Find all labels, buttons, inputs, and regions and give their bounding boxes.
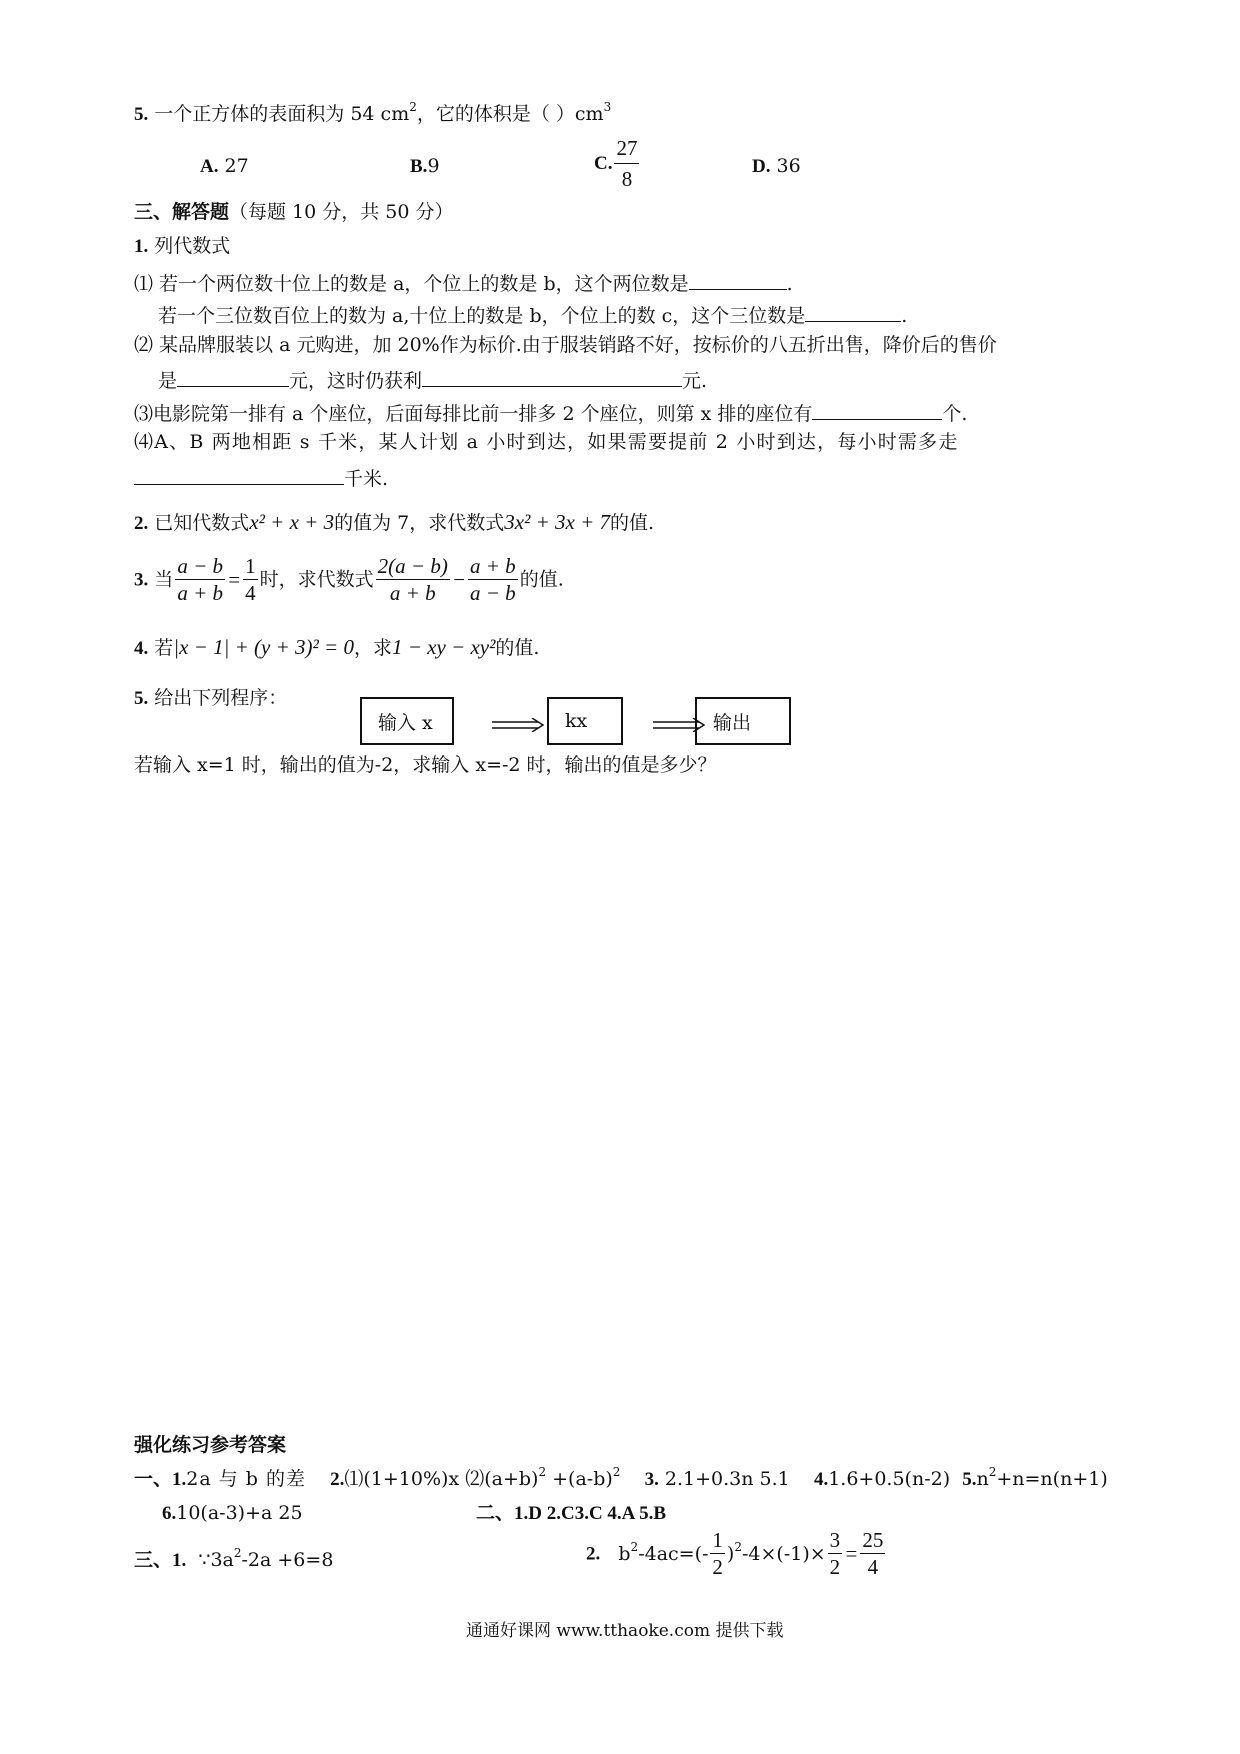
fraction: $\frac{2(a - b)}{a + b}$ <box>377 554 448 605</box>
answers-section-2: 二、1.D 2.C3.C 4.A 5.B <box>476 1503 667 1524</box>
q1-part4a: ⑷A、B 两地相距 s 千米，某人计划 a 小时到达，如果需要提前 2 小时到达，每小时需多走 <box>134 431 959 453</box>
q1-part2a: ⑵ 某品牌服装以 a 元购进，加 20%作为标价.由于服装销路不好，按标价的八五折出售，降价后的售价 <box>134 334 997 356</box>
question-5-choice: 5. 一个正方体的表面积为 54 $cm^2$，它的体积是（ ）$cm^3$ <box>134 100 612 125</box>
footer: 通通好课网 www.tthaoke.com 提供下载 <box>466 1621 784 1641</box>
answer-blank <box>689 271 787 290</box>
question-4: 4. 若|x − 1| + (y + 3)² = 0，求1 − xy − xy²的值. <box>134 635 540 659</box>
answers-row-2: 6.10(a-3)+a 25 <box>162 1502 303 1524</box>
fraction: $\frac{1}{2}$ <box>712 1528 723 1579</box>
fraction: $\frac{25}{4}$ <box>862 1528 884 1579</box>
answer-blank <box>805 303 901 322</box>
option-b: B.9 <box>410 155 440 177</box>
answer-blank <box>177 368 289 387</box>
option-c: C. $\frac{27}{8}$ <box>594 136 638 191</box>
option-a: A. 27 <box>200 155 249 177</box>
question-5-text: 若输入 x=1 时，输出的值为-2，求输入 x=-2 时，输出的值是多少？ <box>134 754 717 776</box>
q1-part4b: 千米. <box>134 466 388 489</box>
answers-row-3a: 三、1. $\because 3a^2-2a +6=8$ <box>134 1546 334 1571</box>
section-heading: 三、解答题（每题 10 分，共 50 分） <box>134 201 454 223</box>
answers-row-1: 一、1.2a 与 b 的差 2.⑴(1+10%)x $⑵(a+b)^2 +(a-b)^2$ 3. 2.1+0.3n 5.1 4.1.6+0.5(n-2) $5.n^2+n=n(n+1)$ <box>134 1465 1108 1490</box>
question-number: 5. <box>134 104 149 125</box>
kx-box: kx <box>547 697 623 745</box>
double-arrow-icon <box>492 718 544 732</box>
fraction: $\frac{a - b}{a + b}$ <box>177 554 223 605</box>
answer-blank <box>422 368 682 387</box>
q1-title: 1. 列代数式 <box>134 235 231 257</box>
q1-part2b: 是 元，这时仍获利 元. <box>158 370 708 392</box>
answer-blank <box>134 466 344 485</box>
question-3: 3. 当 $\frac{a - b}{a + b}$ = $\frac{1}{4}$ 时，求代数式 $\frac{2(a - b)}{a + b}$ − $\frac{a + b}{a - b}$ 的值. <box>134 554 564 605</box>
question-5: 5. 给出下列程序： <box>134 687 288 709</box>
q1-part1b: 若一个三位数百位上的数为 a,十位上的数是 b，个位上的数 c，这个三位数是 . <box>158 305 908 327</box>
option-d: D. 36 <box>752 155 801 177</box>
input-box: 输入 x <box>360 697 454 745</box>
answer-blank <box>812 401 942 420</box>
q1-part3: ⑶电影院第一排有 a 个座位，后面每排比前一排多 2 个座位，则第 x 排的座位有 个. <box>134 403 968 425</box>
fraction-27-8: $\frac{27}{8}$ <box>616 136 638 191</box>
q1-part1a: ⑴ 若一个两位数十位上的数是 a，个位上的数是 b，这个两位数是 . <box>134 273 793 295</box>
answers-title: 强化练习参考答案 <box>134 1435 287 1456</box>
output-box: 输出 <box>695 697 791 745</box>
question-2: 2. 已知代数式x² + x + 3的值为 7，求代数式3x² + 3x + 7的值. <box>134 510 655 534</box>
fraction: $\frac{a + b}{a - b}$ <box>470 554 516 605</box>
fraction: $\frac{3}{2}$ <box>829 1528 841 1579</box>
answers-row-3b: 2. $b^2-4ac=(-$ $\frac{1}{2}$ )$^2$-4×(-1)× $\frac{3}{2}$ = $\frac{25}{4}$ <box>586 1528 884 1579</box>
fraction: $\frac{1}{4}$ <box>245 554 256 605</box>
